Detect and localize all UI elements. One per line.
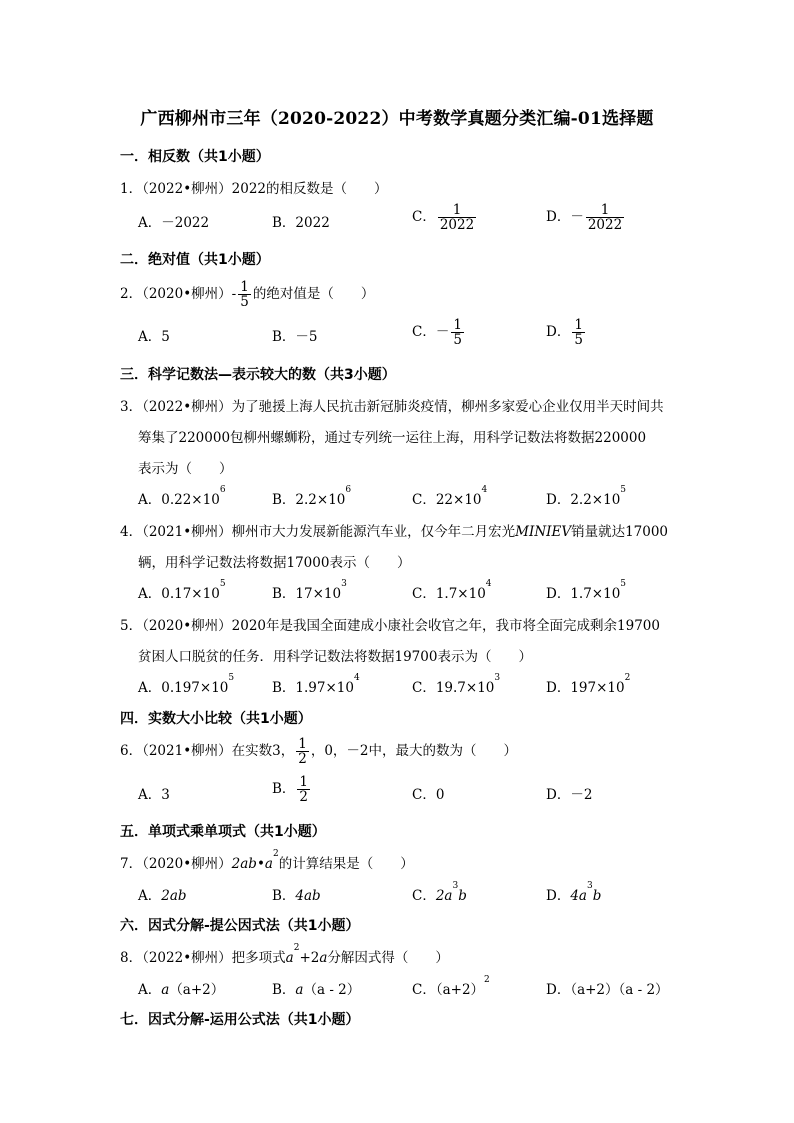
option-text: A．0.22×10 <box>138 492 220 508</box>
question-1-text: 1．（2022•柳州）2022的相反数是（ ） <box>120 181 388 197</box>
math-expression: （a+2） <box>169 982 225 998</box>
fraction <box>297 775 310 804</box>
math-variable: a <box>295 982 304 998</box>
question-8-text <box>120 943 449 966</box>
math-variable: a <box>161 982 170 998</box>
question-4-line-1 <box>120 520 668 540</box>
question-prefix: 7．（2020•柳州） <box>120 856 232 872</box>
option-label: C．－ <box>412 324 450 341</box>
fraction <box>238 280 251 309</box>
q4-option-d <box>546 579 627 602</box>
question-prefix: 8．（2022•柳州）把多项式 <box>120 950 286 966</box>
section-heading: 四．实数大小比较（共1小题） <box>120 711 312 727</box>
option-label: D． <box>546 324 571 341</box>
option-text: C．（a+2） <box>412 982 485 998</box>
q5-option-d <box>546 673 631 696</box>
q6-option-d: D．－2 <box>546 787 593 803</box>
fraction <box>586 203 624 232</box>
question-text: 4．（2021•柳州）柳州市大力发展新能源汽车业，仅今年二月宏光 <box>120 524 516 540</box>
option-text: B．2.2×10 <box>272 492 346 508</box>
question-5-line-1: 5．（2020•柳州）2020年是我国全面建成小康社会收官之年，我市将全面完成剩余19700 <box>120 618 660 634</box>
q8-option-b <box>272 978 360 998</box>
exponent: 2 <box>293 943 300 953</box>
math-expression: a <box>264 856 273 872</box>
exponent: 5 <box>219 579 226 589</box>
q8-option-d: D．（a+2）（a - 2） <box>546 982 669 998</box>
denominator: 2022 <box>439 217 475 234</box>
option-label: C． <box>412 209 436 226</box>
option-text: B．1.97×10 <box>272 680 354 696</box>
q3-option-d <box>546 485 627 508</box>
exponent: 5 <box>228 673 235 683</box>
q6-option-b <box>272 775 312 804</box>
exponent: 5 <box>620 579 627 589</box>
question-suffix: 分解因式得（ ） <box>327 950 449 966</box>
denominator: 2 <box>299 789 309 806</box>
option-text: B．17×10 <box>272 586 342 602</box>
option-text: D．197×10 <box>546 680 625 696</box>
q7-option-a <box>138 884 187 904</box>
q5-option-b <box>272 673 360 696</box>
q5-option-a <box>138 673 235 696</box>
exponent: 4 <box>481 485 488 495</box>
option-text: A．0.197×10 <box>138 680 229 696</box>
exponent: 3 <box>341 579 347 589</box>
multiply-dot: • <box>256 856 265 872</box>
exponent: 3 <box>586 881 593 891</box>
fraction <box>296 737 309 766</box>
math-expression: 4ab <box>295 888 321 904</box>
option-label: B． <box>272 888 296 904</box>
q2-option-a: A．5 <box>138 329 170 345</box>
option-text: D．2.2×10 <box>546 492 621 508</box>
question-4-line-2: 辆，用科学记数法将数据17000表示（ ） <box>138 555 411 571</box>
exponent: 3 <box>494 673 501 683</box>
section-heading: 二．绝对值（共1小题） <box>120 252 270 268</box>
denominator: 5 <box>240 294 249 311</box>
numerator: 1 <box>453 317 462 333</box>
question-suffix: 的绝对值是（ ） <box>252 286 375 303</box>
math-variable: a <box>285 950 294 966</box>
exponent: 4 <box>353 673 360 683</box>
option-label: D．－ <box>546 209 584 226</box>
section-heading: 一．相反数（共1小题） <box>120 149 270 165</box>
question-prefix: 2．（2020•柳州）- <box>120 286 237 303</box>
exponent: 6 <box>345 485 352 495</box>
denominator: 2 <box>298 751 307 768</box>
math-expression: 2ab <box>161 888 187 904</box>
question-prefix: 6．（2021•柳州）在实数3， <box>120 743 295 760</box>
exponent: 4 <box>485 579 492 589</box>
section-heading: 五．单项式乘单项式（共1小题） <box>120 824 326 840</box>
numerator: 1 <box>298 736 307 752</box>
option-label: B． <box>272 781 296 798</box>
option-text: D．1.7×10 <box>546 586 621 602</box>
q7-option-c <box>412 881 467 904</box>
q7-option-b <box>272 884 321 904</box>
fraction <box>438 203 476 232</box>
question-suffix: 的计算结果是（ ） <box>278 856 414 872</box>
option-text: A．0.17×10 <box>138 586 220 602</box>
q2-option-b: B．－5 <box>272 329 318 345</box>
option-text: C．1.7×10 <box>412 586 486 602</box>
math-expression: +2 <box>299 950 320 966</box>
q3-option-b <box>272 485 352 508</box>
q7-option-d <box>546 881 602 904</box>
q6-option-a: A．3 <box>138 787 170 803</box>
numerator: 1 <box>574 317 583 333</box>
math-expression: 4a <box>570 888 587 904</box>
exponent: 3 <box>452 881 459 891</box>
option-text: C．19.7×10 <box>412 680 495 696</box>
exponent: 6 <box>219 485 226 495</box>
question-3-line-2: 筹集了220000包柳州螺蛳粉，通过专列统一运往上海，用科学记数法将数据220000 <box>138 430 647 446</box>
exponent: 2 <box>624 673 631 683</box>
exponent: 5 <box>620 485 627 495</box>
q1-option-a: A．－2022 <box>138 215 210 231</box>
q3-option-c <box>412 485 488 508</box>
question-3-line-1: 3．（2022•柳州）为了驰援上海人民抗击新冠肺炎疫情，柳州多家爱心企业仅用半天时间共 <box>120 399 664 415</box>
q2-option-c <box>412 318 466 347</box>
question-6-text <box>120 737 517 766</box>
q5-option-c <box>412 673 501 696</box>
math-expression: 2ab <box>231 856 257 872</box>
section-heading: 七．因式分解-运用公式法（共1小题） <box>120 1012 360 1028</box>
fraction <box>451 318 464 347</box>
q1-option-c <box>412 203 478 232</box>
denominator: 5 <box>574 332 583 349</box>
q1-option-d <box>546 203 626 232</box>
denominator: 5 <box>453 332 462 349</box>
q8-option-a <box>138 978 224 998</box>
section-heading: 六．因式分解-提公因式法（共1小题） <box>120 918 360 934</box>
question-text: 销量就达17000 <box>571 524 669 540</box>
option-label: B． <box>272 982 296 998</box>
question-suffix: ，0，－2中，最大的数为（ ） <box>310 743 518 760</box>
math-variable: a <box>319 950 328 966</box>
option-label: A． <box>138 888 162 904</box>
option-label: A． <box>138 982 162 998</box>
page-title: 广西柳州市三年（2020-2022）中考数学真题分类汇编-01选择题 <box>140 109 654 129</box>
numerator: 1 <box>240 279 249 295</box>
q4-option-c <box>412 579 492 602</box>
question-5-line-2: 贫困人口脱贫的任务．用科学记数法将数据19700表示为（ ） <box>138 649 532 665</box>
option-label: D． <box>546 888 571 904</box>
math-expression: b <box>592 888 602 904</box>
denominator: 2022 <box>587 217 623 234</box>
math-expression: （a - 2） <box>303 982 361 998</box>
option-text: C．22×10 <box>412 492 482 508</box>
math-expression: b <box>458 888 467 904</box>
q6-option-c: C．0 <box>412 787 445 803</box>
section-heading: 三．科学记数法—表示较大的数（共3小题） <box>120 367 396 383</box>
q8-option-c <box>412 975 490 998</box>
q1-option-b: B．2022 <box>272 215 330 231</box>
italic-term: MINIEV <box>515 524 572 540</box>
numerator: 1 <box>600 202 610 218</box>
fraction <box>572 318 585 347</box>
q2-option-d <box>546 318 587 347</box>
question-3-line-3: 表示为（ ） <box>138 461 233 477</box>
exponent: 2 <box>272 849 279 859</box>
q3-option-a <box>138 485 226 508</box>
exponent: 2 <box>484 975 490 985</box>
question-2-text <box>120 280 374 309</box>
numerator: 1 <box>452 202 462 218</box>
numerator: 1 <box>299 774 309 790</box>
math-expression: 2a <box>435 888 453 904</box>
option-label: C． <box>412 888 436 904</box>
q4-option-b <box>272 579 347 602</box>
question-7-text <box>120 849 414 872</box>
q4-option-a <box>138 579 226 602</box>
